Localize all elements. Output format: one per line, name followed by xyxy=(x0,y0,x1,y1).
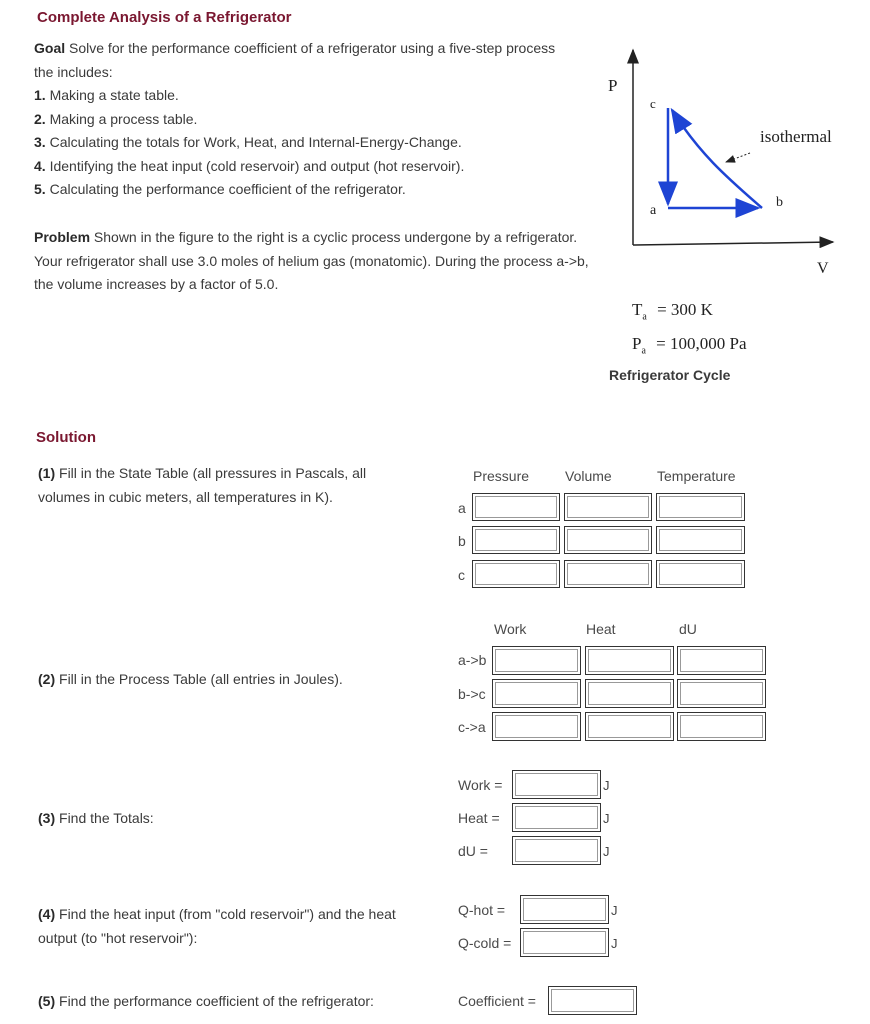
process-b-c xyxy=(672,110,762,208)
q-cold-unit: J xyxy=(611,936,618,951)
state-col-pressure: Pressure xyxy=(473,468,530,484)
coefficient-input[interactable] xyxy=(548,986,637,1015)
goal-step-text: Identifying the heat input (cold reservoir) and output (hot reservoir). xyxy=(45,157,465,174)
step2-label: (2) xyxy=(38,671,56,687)
state-a-temperature-input[interactable] xyxy=(656,493,745,521)
step1-text: Fill in the State Table (all pressures in Pascals, all volumes in cubic meters, all temperatures in K). xyxy=(38,465,367,505)
isothermal-label: isothermal xyxy=(760,127,832,146)
process-ab-du-input[interactable] xyxy=(677,646,766,675)
state-c-temperature-input[interactable] xyxy=(656,560,745,588)
goal-step-text: Making a process table. xyxy=(45,110,198,127)
ta-subscript: a xyxy=(642,311,647,323)
goal-step xyxy=(34,84,574,108)
state-a-pressure-input[interactable] xyxy=(472,493,560,521)
step3-text: Find the Totals: xyxy=(55,810,154,826)
q-hot-label: Q-hot = xyxy=(458,902,506,918)
problem-label: Problem xyxy=(34,229,91,245)
total-heat-unit: J xyxy=(603,811,610,826)
goal-step-text: Calculating the totals for Work, Heat, and Internal-Energy-Change. xyxy=(45,134,462,150)
v-axis xyxy=(633,242,833,245)
ta-value xyxy=(632,300,713,322)
goal-step-text: Calculating the performance coefficient of the refrigerator. xyxy=(45,181,406,197)
step1-label: (1) xyxy=(38,465,56,481)
step5-label: (5) xyxy=(38,993,56,1009)
goal-section xyxy=(34,37,574,202)
process-row-ca: c->a xyxy=(458,719,486,735)
goal-intro xyxy=(34,37,574,84)
process-col-heat: Heat xyxy=(586,621,616,637)
state-col-temperature: Temperature xyxy=(657,468,736,484)
total-work-unit: J xyxy=(603,778,610,793)
total-work-input[interactable] xyxy=(512,770,601,799)
total-heat-input[interactable] xyxy=(512,803,601,832)
process-ca-work-input[interactable] xyxy=(492,712,581,741)
process-col-work: Work xyxy=(494,621,527,637)
state-a-volume-input[interactable] xyxy=(564,493,652,521)
goal-step-text: Making a state table. xyxy=(45,87,179,103)
v-axis-label: V xyxy=(817,260,829,277)
state-row-b: b xyxy=(458,533,466,549)
point-a-label: a xyxy=(650,203,657,218)
p-axis-label: P xyxy=(608,76,618,95)
step4-instructions xyxy=(38,903,428,950)
goal-step xyxy=(34,131,574,155)
goal-step-number: 3. xyxy=(34,134,46,150)
goal-label: Goal xyxy=(34,40,66,56)
step5-text: Find the performance coefficient of the refrigerator: xyxy=(55,993,374,1009)
state-c-volume-input[interactable] xyxy=(564,560,652,588)
state-c-pressure-input[interactable] xyxy=(472,560,560,588)
step4-label: (4) xyxy=(38,906,56,922)
total-heat-label: Heat = xyxy=(458,810,500,826)
goal-step-number: 2. xyxy=(34,110,46,127)
ta-symbol: T xyxy=(632,300,643,319)
q-cold-input[interactable] xyxy=(520,928,609,957)
step3-instructions xyxy=(38,807,154,831)
point-c-label: c xyxy=(650,96,656,111)
pa-value xyxy=(632,334,747,356)
state-row-c: c xyxy=(458,567,465,583)
step5-instructions xyxy=(38,990,374,1014)
step3-label: (3) xyxy=(38,810,56,826)
goal-step-number: 5. xyxy=(34,181,46,197)
process-bc-heat-input[interactable] xyxy=(585,679,674,708)
state-row-a: a xyxy=(458,500,466,516)
state-col-volume: Volume xyxy=(565,468,612,484)
process-bc-du-input[interactable] xyxy=(677,679,766,708)
pa-subscript: a xyxy=(641,345,646,357)
pa-symbol: P xyxy=(632,334,642,353)
step1-instructions xyxy=(38,462,418,509)
process-row-ab: a->b xyxy=(458,652,487,668)
process-row-bc: b->c xyxy=(458,686,486,702)
total-work-label: Work = xyxy=(458,777,503,793)
process-col-du: dU xyxy=(679,621,697,637)
q-hot-unit: J xyxy=(611,903,618,918)
goal-step-number: 1. xyxy=(34,87,46,103)
problem-section xyxy=(34,226,594,297)
pv-diagram xyxy=(600,40,870,290)
goal-step-number: 4. xyxy=(34,157,46,174)
q-hot-input[interactable] xyxy=(520,895,609,924)
page-title: Complete Analysis of a Refrigerator xyxy=(37,9,292,26)
state-b-pressure-input[interactable] xyxy=(472,526,560,554)
q-cold-label: Q-cold = xyxy=(458,935,512,951)
process-ab-heat-input[interactable] xyxy=(585,646,674,675)
step4-text: Find the heat input (from "cold reservoir") and the heat output (to "hot reservoir"): xyxy=(38,906,396,946)
total-du-input[interactable] xyxy=(512,836,601,865)
process-ca-du-input[interactable] xyxy=(677,712,766,741)
step2-text: Fill in the Process Table (all entries in Joules). xyxy=(55,671,343,687)
coefficient-label: Coefficient = xyxy=(458,993,536,1009)
problem-text: Shown in the figure to the right is a cyclic process undergone by a refrigerator. Your refrigerator shall use 3.0 moles of helium gas (monatomic). During the process a->b, the volume increases by a factor of 5.0. xyxy=(34,229,589,292)
pa-number: = 100,000 Pa xyxy=(656,334,747,353)
process-ca-heat-input[interactable] xyxy=(585,712,674,741)
goal-step xyxy=(34,108,574,132)
diagram-caption: Refrigerator Cycle xyxy=(609,367,731,383)
ta-number: = 300 K xyxy=(657,300,713,319)
state-b-volume-input[interactable] xyxy=(564,526,652,554)
step2-instructions xyxy=(38,668,428,692)
total-du-unit: J xyxy=(603,844,610,859)
goal-text: Solve for the performance coefficient of a refrigerator using a five-step process the includes: xyxy=(34,40,556,80)
state-b-temperature-input[interactable] xyxy=(656,526,745,554)
goal-step xyxy=(34,178,574,202)
isothermal-pointer xyxy=(726,153,750,162)
total-du-label: dU = xyxy=(458,843,488,859)
solution-title: Solution xyxy=(36,429,96,446)
process-bc-work-input[interactable] xyxy=(492,679,581,708)
goal-step xyxy=(34,155,574,179)
point-b-label: b xyxy=(776,195,783,210)
process-ab-work-input[interactable] xyxy=(492,646,581,675)
